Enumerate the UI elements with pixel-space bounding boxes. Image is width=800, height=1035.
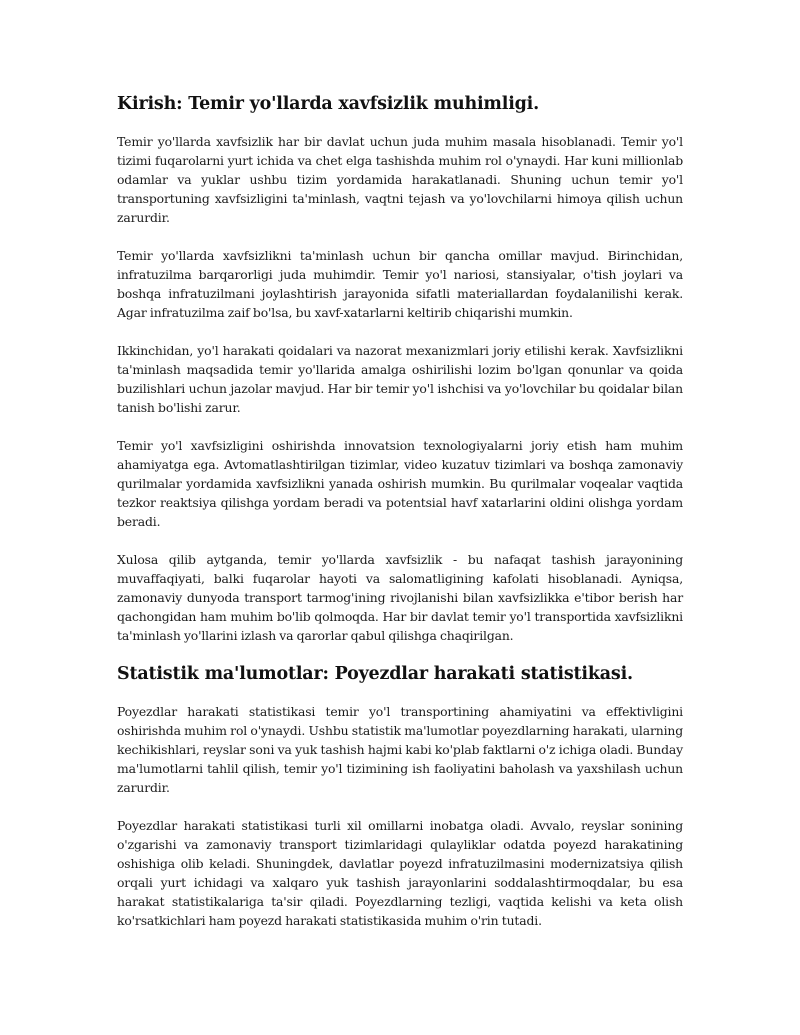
section-heading-introduction: Kirish: Temir yo'llarda xavfsizlik muhimligi.: [117, 94, 540, 114]
paragraph: Temir yo'llarda xavfsizlikni ta'minlash uchun bir qancha omillar mavjud. Birinchidan, infratuzilma barqarorligi juda muhimdir. Temir yo'l nariosi, stansiyalar, o'tish joylari va boshqa infratuzilmani joylashtirish jarayonida sifatli materiallardan foydalanilishi kerak. Agar infratuzilma zaif bo'lsa, bu xavf-xatarlarni keltirib chiqarishi mumkin.: [117, 248, 683, 320]
paragraph: Ikkinchidan, yo'l harakati qoidalari va nazorat mexanizmlari joriy etilishi kerak. Xavfsizlikni ta'minlash maqsadida temir yo'llarida amalga oshirilishi lozim bo'lgan qonunlar va qoida buzilishlari uchun jazolar mavjud. Har bir temir yo'l ishchisi va yo'lovchilar bu qoidalar bilan tanish bo'lishi zarur.: [117, 343, 683, 415]
paragraph: Xulosa qilib aytganda, temir yo'llarda xavfsizlik - bu nafaqat tashish jarayonining muvaffaqiyati, balki fuqarolar hayoti va salomatligining kafolati hisoblanadi. Ayniqsa, zamonaviy dunyoda transport tarmog'ining rivojlanishi bilan xavfsizlikka e'tibor berish har qachongidan ham muhim bo'lib qolmoqda. Har bir davlat temir yo'l transportida xavfsizlikni ta'minlash yo'llarini izlash va qarorlar qabul qilishga chaqirilgan.: [117, 552, 683, 643]
paragraph: Temir yo'llarda xavfsizlik har bir davlat uchun juda muhim masala hisoblanadi. Temir yo'l tizimi fuqarolarni yurt ichida va chet elga tashishda muhim rol o'ynaydi. Har kuni millionlab odamlar va yuklar ushbu tizim yordamida harakatlanadi. Shuning uchun temir yo'l transportuning xavfsizligini ta'minlash, vaqtni tejash va yo'lovchilarni himoya qilish uchun zarurdir.: [117, 134, 683, 225]
paragraph: Poyezdlar harakati statistikasi turli xil omillarni inobatga oladi. Avvalo, reyslar sonining o'zgarishi va zamonaviy transport tizimlaridagi qulayliklar odatda poyezd harakatining oshishiga olib keladi. Shuningdek, davlatlar poyezd infratuzilmasini modernizatsiya qilish orqali yurt ichidagi va xalqaro yuk tashish jarayonlarini soddalashtirmoqdalar, bu esa harakat statistikalariga ta'sir qiladi. Poyezdlarning tezligi, vaqtida kelishi va keta olish ko'rsatkichlari ham poyezd harakati statistikasida muhim o'rin tutadi.: [117, 818, 683, 928]
paragraph: Temir yo'l xavfsizligini oshirishda innovatsion texnologiyalarni joriy etish ham muhim ahamiyatga ega. Avtomatlashtirilgan tizimlar, video kuzatuv tizimlari va boshqa zamonaviy qurilmalar yordamida xavfsizlikni yanada oshirish mumkin. Bu qurilmalar voqealar vaqtida tezkor reaktsiya qilishga yordam beradi va potentsial havf xatarlarini oldini olishga yordam beradi.: [117, 438, 683, 529]
document-page: [117, 92, 683, 930]
paragraph: Poyezdlar harakati statistikasi temir yo'l transportining ahamiyatini va effektivligini oshirishda muhim rol o'ynaydi. Ushbu statistik ma'lumotlar poyezdlarning harakati, ularning kechikishlari, reyslar soni va yuk tashish hajmi kabi ko'plab faktlarni o'z ichiga oladi. Bunday ma'lumotlarni tahlil qilish, temir yo'l tizimining ish faoliyatini baholash va yaxshilash uchun zarurdir.: [117, 704, 683, 795]
section-heading-statistics: Statistik ma'lumotlar: Poyezdlar harakati statistikasi.: [117, 664, 633, 684]
